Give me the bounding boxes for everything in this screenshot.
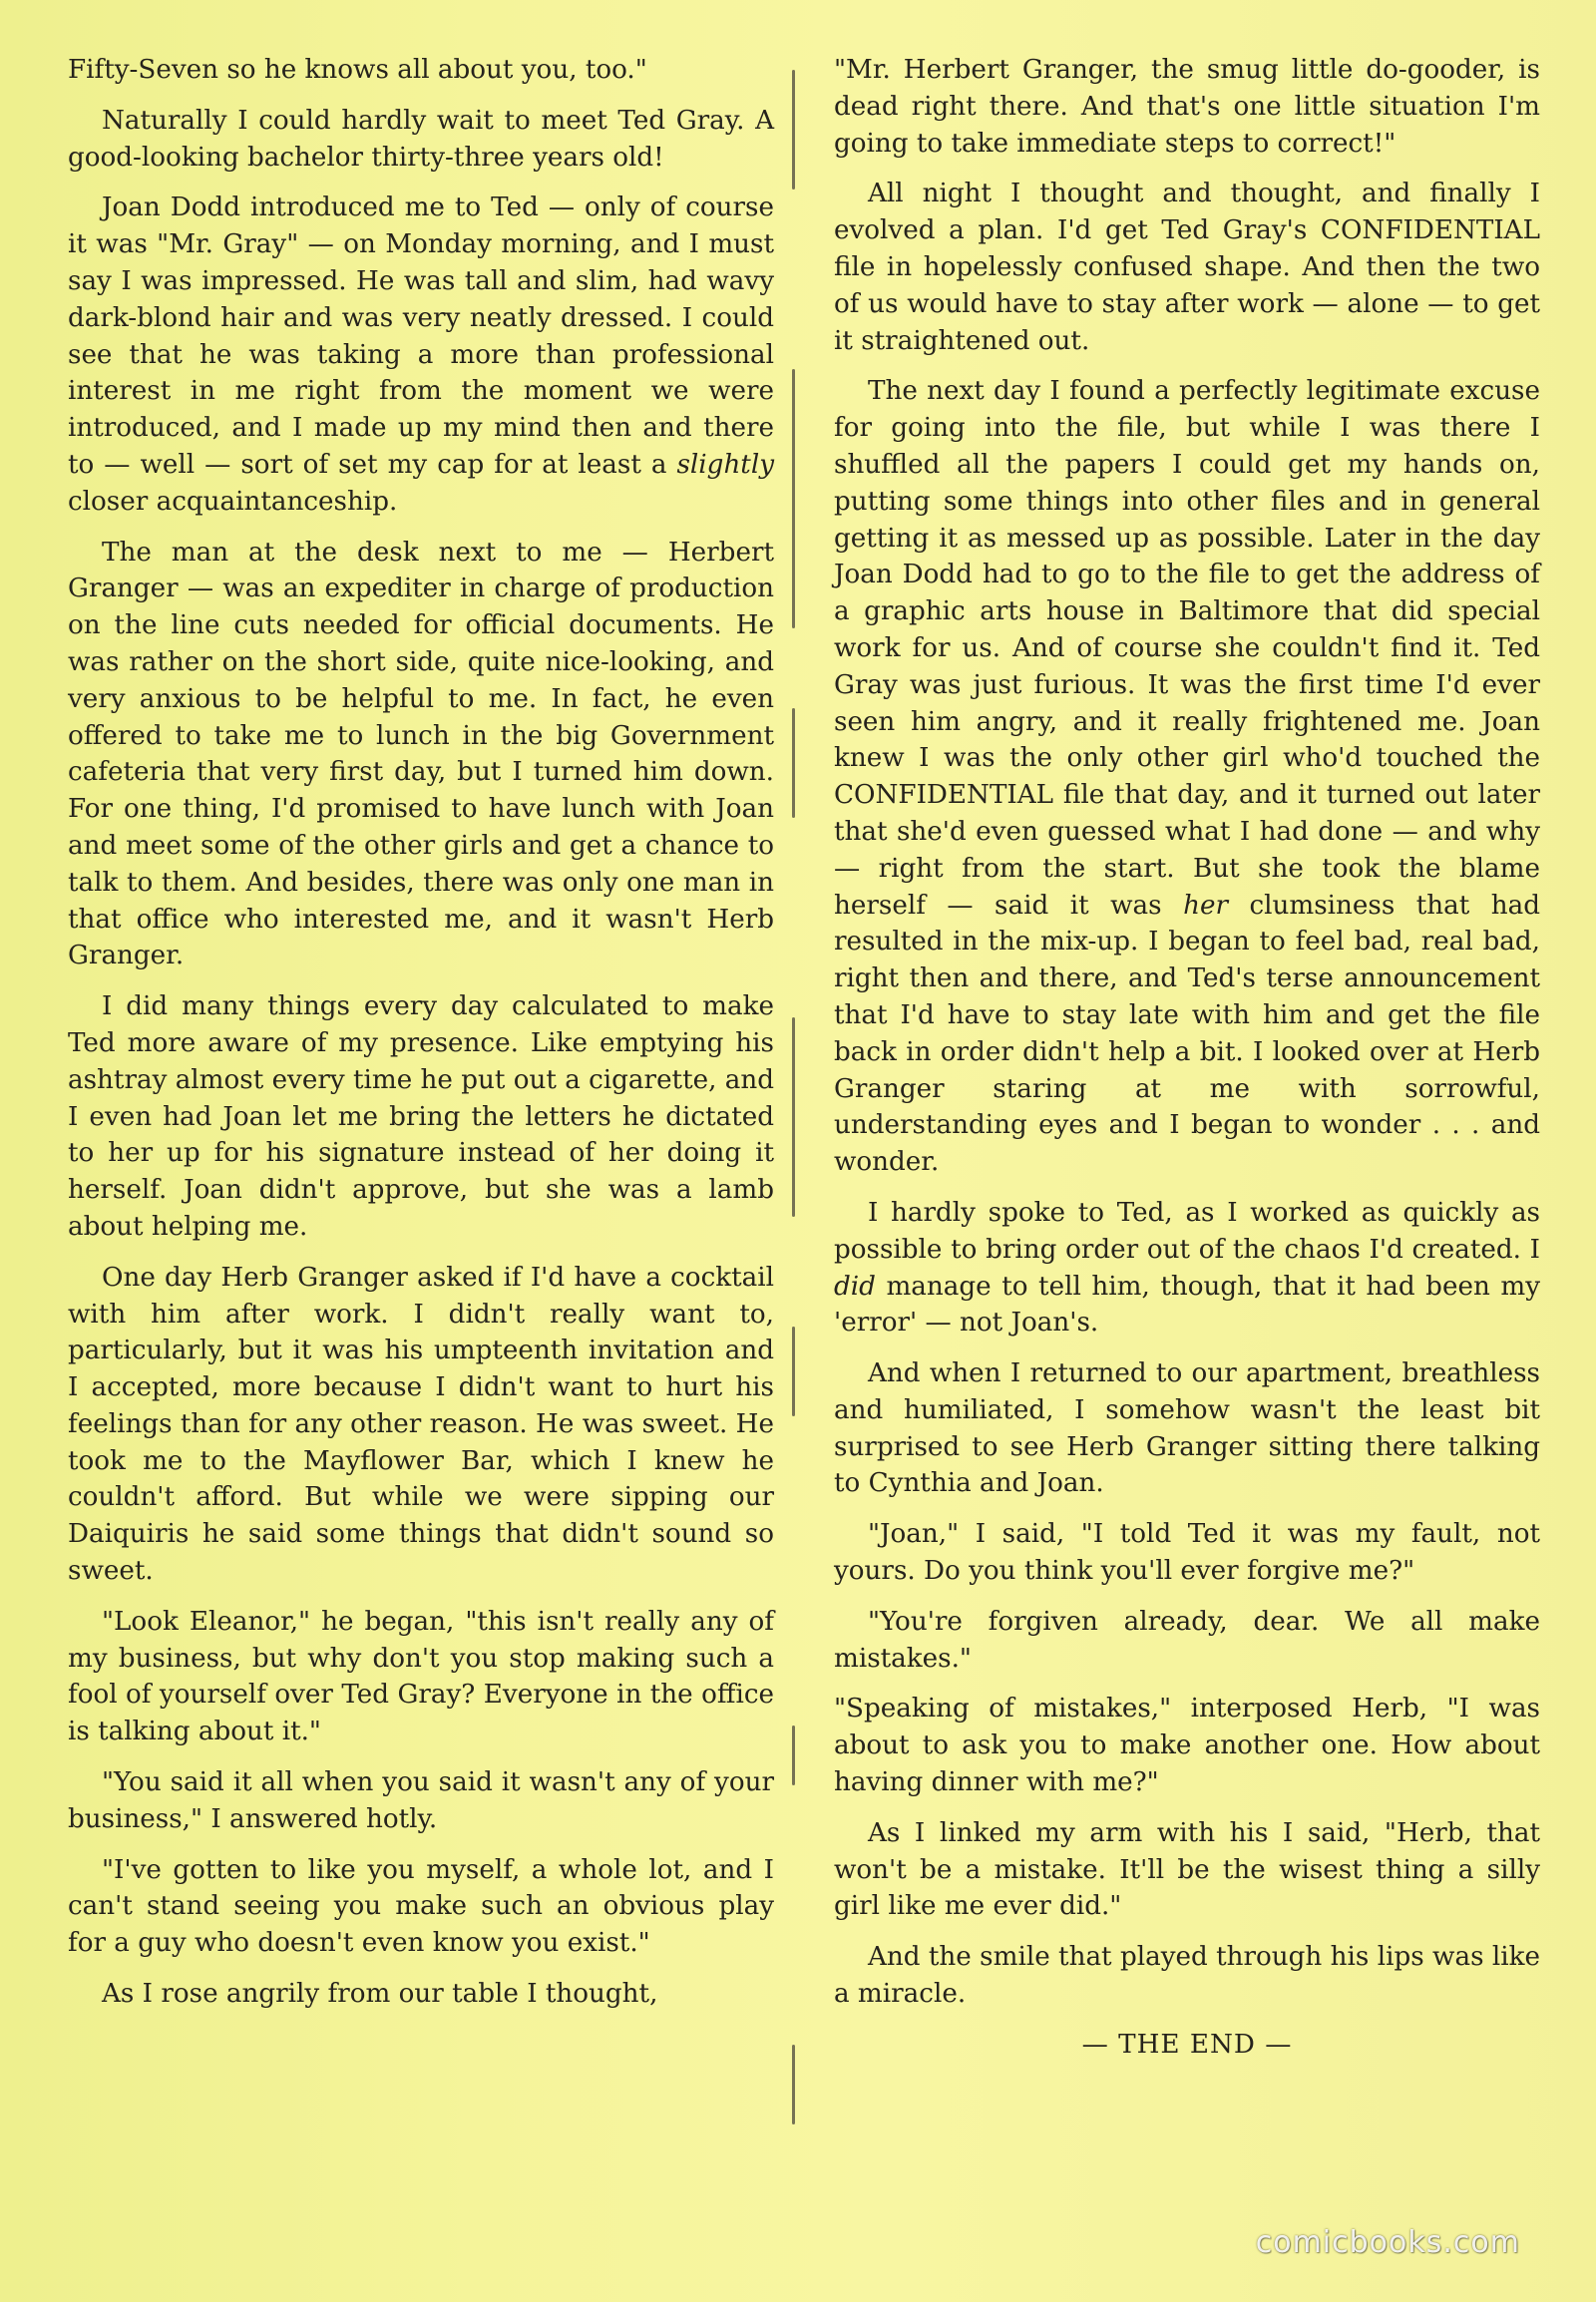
paragraph xyxy=(68,190,774,520)
paragraph: "Joan," I said, "I told Ted it was my fault, not yours. Do you think you'll ever forgive me?" xyxy=(834,1519,1540,1587)
the-end-line: — THE END — xyxy=(1081,2029,1293,2060)
right-text-column xyxy=(834,52,1540,2078)
divider-mark xyxy=(792,2045,795,2124)
text-run: closer acquaintanceship. xyxy=(68,486,398,517)
text-run: manage to tell him, though, that it had been my 'error' — not Joan's. xyxy=(834,1271,1540,1339)
divider-mark xyxy=(792,369,795,628)
paragraph xyxy=(834,1195,1540,1342)
divider-mark xyxy=(792,1017,795,1217)
emphasis-text: her xyxy=(1183,890,1228,921)
paragraph: The man at the desk next to me — Herbert Granger — was an expediter in charge of production on the line cuts needed for official documents. He was rather on the short side, quite nice-looking, and very anxious to be helpful to me. In fact, he even offered to take me to lunch in the big Government cafeteria that very first day, but I turned him down. For one thing, I'd promised to have lunch with Joan and meet some of the other girls and get a chance to talk to them. And besides, there was only one man in that office who interested me, and it wasn't Herb Granger. xyxy=(68,537,774,971)
paragraph xyxy=(834,373,1540,1181)
paragraph: All night I thought and thought, and finally I evolved a plan. I'd get Ted Gray's CONFIDENTIAL file in hopelessly confused shape. And then the two of us would have to stay after work — alone — to get it straightened out. xyxy=(834,179,1540,356)
divider-mark xyxy=(792,1726,795,1785)
paragraph: "Look Eleanor," he began, "this isn't really any of my business, but why don't you stop making such a fool of yourself over Ted Gray? Everyone in the office is talking about it." xyxy=(68,1606,774,1747)
paragraph: As I rose angrily from our table I thought, xyxy=(102,1979,658,2010)
divider-mark xyxy=(792,1327,795,1416)
paragraph: "Speaking of mistakes," interposed Herb, "I was about to ask you to make another one. How about having dinner with me?" xyxy=(834,1694,1540,1798)
paragraph: "Mr. Herbert Granger, the smug little do-gooder, is dead right there. And that's one little situation I'm going to take immediate steps to correct!" xyxy=(834,55,1540,159)
paragraph: "You said it all when you said it wasn't any of your business," I answered hotly. xyxy=(68,1767,774,1834)
text-run: I hardly spoke to Ted, as I worked as quickly as possible to bring order out of the chaos I'd created. I xyxy=(834,1197,1540,1265)
paragraph: Fifty-Seven so he knows all about you, too." xyxy=(68,55,647,85)
text-run: clumsiness that had resulted in the mix-up. I began to feel bad, real bad, right then and there, and Ted's terse announcement that I'd have to stay late with him and get the file back in order didn't help a bit. I looked over at Herb Granger staring at me with sorrowful, understanding eyes and I began to wonder . . . and wonder. xyxy=(834,890,1541,1178)
column-divider xyxy=(784,70,810,2154)
paragraph: "I've gotten to like you myself, a whole lot, and I can't stand seeing you make such an obvious play for a guy who doesn't even know you exist." xyxy=(68,1854,774,1959)
paragraph: And when I returned to our apartment, breathless and humiliated, I somehow wasn't the least bit surprised to see Herb Granger sitting there talking to Cynthia and Joan. xyxy=(834,1358,1540,1499)
emphasis-text: slightly xyxy=(676,449,774,480)
text-run: The next day I found a perfectly legitimate excuse for going into the file, but while I was there I shuffled all the papers I could get my hands on, putting some things into other files and in general getting it as messed up as possible. Later in the day Joan Dodd had to go to the file to get the address of a graphic arts house in Baltimore that did special work for us. And of course she couldn't find it. Ted Gray was just furious. It was the first time I'd ever seen him angry, and it really frightened me. Joan knew I was the only other girl who'd touched the CONFIDENTIAL file that day, and it turned out later that she'd even guessed what I had done — and why — right from the start. But she took the blame herself — said it was xyxy=(834,376,1540,921)
divider-mark xyxy=(792,70,795,190)
site-watermark: comicbooks.com xyxy=(1255,2225,1520,2260)
paragraph: And the smile that played through his lips was like a miracle. xyxy=(834,1942,1540,2010)
paragraph: "You're forgiven already, dear. We all make mistakes." xyxy=(834,1606,1540,1674)
paragraph: One day Herb Granger asked if I'd have a cocktail with him after work. I didn't really want to, particularly, but it was his umpteenth invitation and I accepted, more because I didn't want to hurt his feelings than for any other reason. He was sweet. He took me to the Mayflower Bar, which I knew he couldn't afford. But while we were sipping our Daiquiris he said some things that didn't sound so sweet. xyxy=(68,1262,774,1587)
left-text-column xyxy=(68,52,774,2027)
divider-mark xyxy=(792,708,795,818)
paragraph: As I linked my arm with his I said, "Herb, that won't be a mistake. It'll be the wisest thing a silly girl like me ever did." xyxy=(834,1817,1540,1922)
emphasis-text: did xyxy=(834,1271,876,1302)
text-run: Joan Dodd introduced me to Ted — only of course it was "Mr. Gray" — on Monday morning, and I must say I was impressed. He was tall and slim, had wavy dark-blond hair and was very neatly dressed. I could see that he was taking a more than professional interest in me right from the moment we were introduced, and I made up my mind then and there to — well — sort of set my cap for at least a xyxy=(68,192,774,480)
paragraph: I did many things every day calculated to make Ted more aware of my presence. Like emptying his ashtray almost every time he put out a cigarette, and I even had Joan let me bring the letters he dictated to her up for his signature instead of her doing it herself. Joan didn't approve, but she was a lamb about helping me. xyxy=(68,991,774,1242)
paragraph: Naturally I could hardly wait to meet Ted Gray. A good-looking bachelor thirty-three years old! xyxy=(68,105,774,173)
